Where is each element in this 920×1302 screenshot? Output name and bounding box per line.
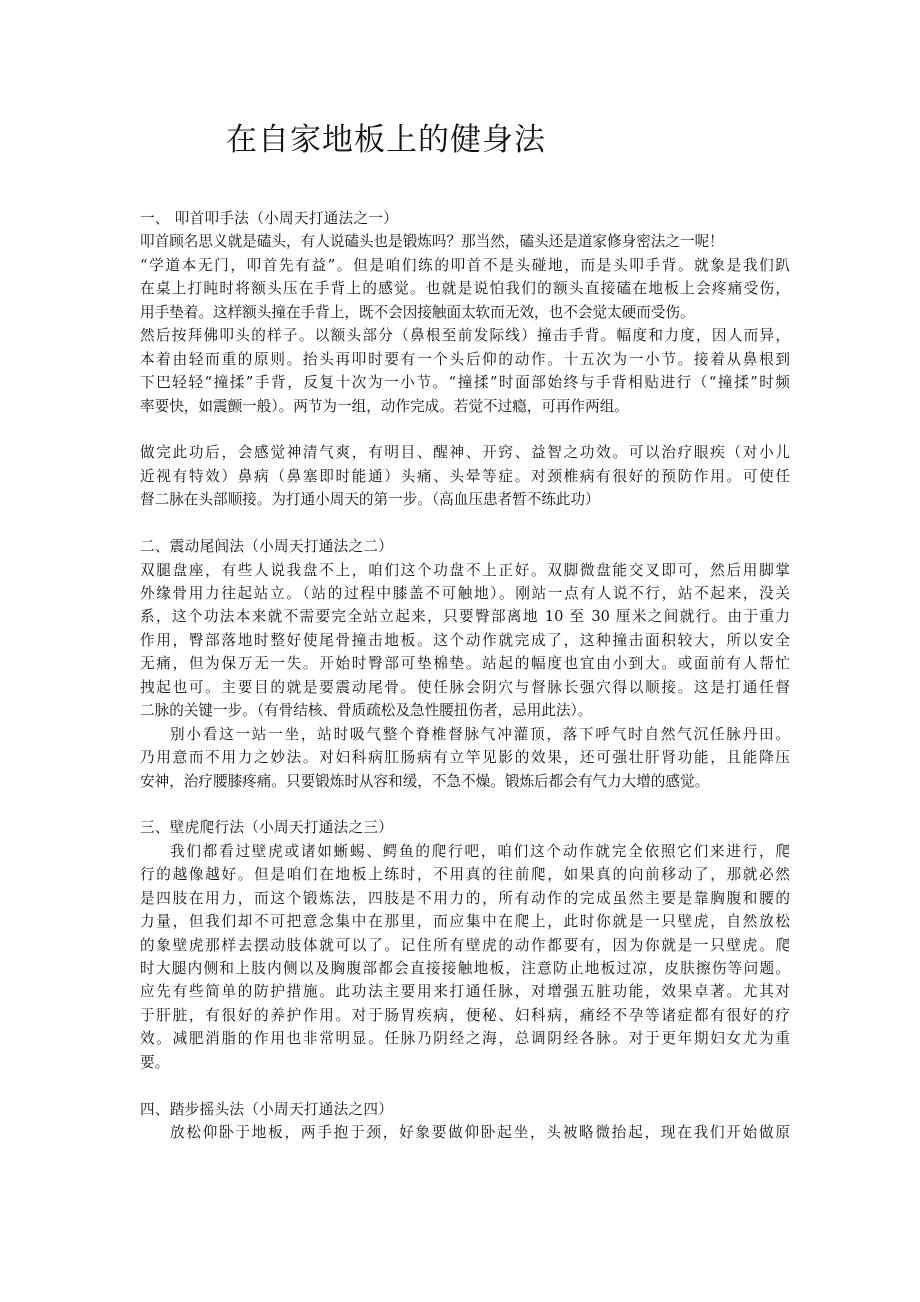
blank-line (140, 512, 790, 535)
text-line: 我们都看过壁虎或诸如蜥蜴、鳄鱼的爬行吧，咱们这个动作就完全依照它们来进行，爬 (170, 842, 790, 860)
text-line: 力量，但我们却不可把意念集中在那里，而应集中在爬上，此时你就是一只壁虎，自然放松 (140, 913, 790, 931)
blank-line (140, 1074, 790, 1097)
text-line: “学道本无门，叩首先有益”。但是咱们练的叩首不是头碰地，而是头叩手背。就象是我们趴 (140, 256, 790, 274)
text-line: 的象壁虎那样去摆动肢体就可以了。记住所有壁虎的动作都要有，因为你就是一只壁虎。爬 (140, 936, 790, 954)
text-line: 外缘骨用力往起站立。（站的过程中膝盖不可触地）。刚站一点有人说不行，站不起来，没关 (140, 585, 790, 602)
text-line: 于肝脏，有很好的养护作用。对于肠胃疾病，便秘、妇科病，痛经不孕等诸症都有很好的疗 (140, 1006, 790, 1024)
text-line: 做完此功后，会感觉神清气爽，有明目、醒神、开窍、益智之功效。可以治疗眼疾（对小儿 (140, 444, 790, 462)
text-line: 安神，治疗腰膝疼痛。只要锻炼时从容和缓，不急不燥。锻炼后都会有气力大增的感觉。 (140, 772, 710, 790)
text-line: 是四肢在用力，而这个锻炼法，四肢是不用力的，所有动作的完成虽然主要是靠胸腹和腰的 (140, 889, 790, 907)
section-heading: 一、 叩首叩手法（小周天打通法之一） (140, 210, 399, 227)
text-line: 放松仰卧于地板，两手抱于颈，好象要做仰卧起坐，头被略微抬起，现在我们开始做原 (170, 1124, 790, 1142)
text-line: 系，这个功法本来就不需要完全站立起来，只要臀部离地 10 至 30 厘米之间就行。由于重力 (140, 608, 790, 626)
text-line: 效。减肥消脂的作用也非常明显。任脉乃阴经之海，总调阴经各脉。对于更年期妇女尤为重 (140, 1030, 790, 1048)
text-line: 作用，臀部落地时整好使尾骨撞击地板。这个动作就完成了，这种撞击面积较大，所以安全 (140, 631, 790, 649)
blank-line (140, 793, 790, 816)
text-line: 然后按拜佛叩头的样子。以额头部分（鼻根至前发际线）撞击手背。幅度和力度，因人而异， (140, 327, 790, 345)
text-line: 本着由轻而重的原则。抬头再叩时要有一个头后仰的动作。十五次为一小节。接着从鼻根到 (140, 350, 790, 368)
text-line: 二脉的关键一步。（有骨结核、骨质疏松及急性腰扭伤者，忌用此法）。 (140, 702, 593, 720)
text-line: 督二脉在头部顺接。为打通小周天的第一步。（高血压患者暂不练此功） (140, 491, 600, 509)
text-line: 拽起也可。主要目的就是要震动尾骨。使任脉会阴穴与督脉长强穴得以顺接。这是打通任督 (140, 678, 790, 696)
text-line: 在桌上打盹时将额头压在手背上的感觉。也就是说怕我们的额头直接磕在地板上会疼痛受伤， (140, 280, 790, 298)
text-line: 用手垫着。这样额头撞在手背上，既不会因接触面太软而无效，也不会觉太硬而受伤。 (140, 303, 695, 321)
text-line: 率要快，如震颤一般）。两节为一组，动作完成。若觉不过瘾，可再作两组。 (140, 397, 629, 415)
text-line: 行的越像越好。但是咱们在地板上练时，不用真的往前爬，如果真的向前移动了，那就必然 (140, 866, 790, 884)
document-title: 在自家地板上的健身法 (226, 122, 546, 158)
document-body (140, 207, 790, 1145)
text-line: 近视有特效）鼻病（鼻塞即时能通）头痛、头晕等症。对颈椎病有很好的预防作用。可使任 (140, 467, 790, 485)
section-heading: 四、踏步摇头法（小周天打通法之四） (140, 1100, 394, 1118)
text-line: 别小看这一站一坐，站时吸气整个脊椎督脉气冲灌顶，落下呼气时自然气沉任脉丹田。 (170, 725, 790, 743)
text-line: 双腿盘座，有些人说我盘不上，咱们这个功盘不上正好。双脚微盘能交叉即可，然后用脚掌 (140, 561, 790, 579)
text-line: 要。 (140, 1053, 170, 1071)
text-line: 时大腿内侧和上肢内侧以及胸腹部都会直接接触地板，注意防止地板过凉，皮肤擦伤等问题。 (140, 960, 790, 977)
blank-line (140, 418, 790, 441)
text-line: 应先有些简单的防护措施。此功法主要用来打通任脉，对增强五脏功能，效果卓著。尤其对 (140, 983, 790, 1001)
text-line: 叩首顾名思义就是磕头，有人说磕头也是锻炼吗？那当然，磕头还是道家修身密法之一呢！ (140, 233, 724, 251)
section-heading: 二、震动尾闾法（小周天打通法之二） (140, 538, 394, 556)
text-line: 无痛，但为保万无一失。开始时臀部可垫棉垫。站起的幅度也宜由小到大。或面前有人帮忙 (140, 655, 790, 673)
text-line: 乃用意而不用力之妙法。对妇科病肛肠病有立竿见影的效果，还可强壮肝肾功能，且能降压 (140, 749, 790, 767)
text-line: 下巴轻轻“撞揉”手背，反复十次为一小节。“撞揉”时面部始终与手背相贴进行（“撞揉”时频 (140, 374, 790, 392)
section-heading: 三、壁虎爬行法（小周天打通法之三） (140, 819, 394, 837)
